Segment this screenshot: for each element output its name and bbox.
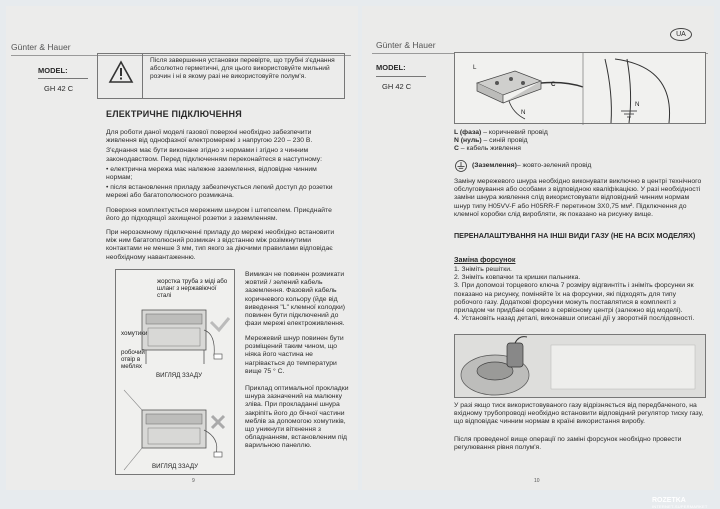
diagram-label-n2: N — [635, 101, 640, 108]
terminal-block-drawing — [455, 53, 707, 125]
injector-figure — [454, 334, 706, 398]
brand-name: Günter & Hauer — [376, 40, 436, 50]
ground-icon — [454, 160, 468, 172]
legend-item: N (нуль) – синій провід — [454, 137, 528, 145]
step-item: 3. При допомозі торцевого ключа 7 розміру відгвинтіть і зніміть форсунки як показано на рисунку, поміняйте їх на форсунки, які підходять для типу робочого газу. Додаткові форсунки можуть поставлятися в комплекті з приладом чи придбані окремо в сервісному центрі (залежно від моделі). — [454, 282, 694, 315]
flame-adjust-text: Після проведеної вище операції по заміні форсунок необхідно провести регулювання рівня полум'я. — [454, 436, 682, 452]
section-heading: ЕЛЕКТРИЧНЕ ПІДКЛЮЧЕННЯ — [106, 109, 242, 119]
side-text-2: Мережевий шнур повинен бути розміщений таким чином, що ніяка його частина не нагрівається до температури вище 75 ° С. — [245, 335, 344, 375]
paragraph: • електрична мережа має належне заземлення, відповідне чинним нормам; — [106, 165, 317, 182]
warning-divider — [142, 54, 143, 98]
steps-list — [454, 266, 704, 323]
diagram-label-n: N — [521, 109, 526, 116]
legend-item: С – кабель живлення — [454, 145, 521, 153]
rear-view-label-1: ВИГЛЯД ЗЗАДУ — [156, 372, 203, 379]
watermark-sub: INTERNET-SUPERMARKET — [652, 504, 708, 509]
ground-row — [454, 160, 704, 172]
watermark-name: ROZETKA — [652, 497, 686, 504]
wire-legend — [454, 129, 704, 154]
paragraph: При нерозємному підключенні приладу до мережі необхідно встановити між ним багатополюсний розмикач з відстанню між розімкнутими контактами не менше 3 мм, тип якого за діючими правилами відповідає необхідному навантаженню. — [106, 229, 335, 261]
warning-icon — [108, 60, 134, 84]
step-item: 4. Установіть назад деталі, виконавши описані дії у зворотній послідовності. — [454, 315, 695, 323]
model-label: MODEL: — [38, 66, 68, 75]
ground-value: – жовто-зелений провід — [516, 161, 592, 169]
language-badge: UA — [670, 28, 692, 41]
model-label: MODEL: — [376, 63, 406, 72]
cord-replacement-text: Заміну мережевого шнура необхідно виконувати виключно в центрі технічного обслуговування або особами з відповідною кваліфікацією. У разі необхідності заміни шнура живлення слід використовувати відповідний чинним нормам шнур типу H05VV-F або H05RR-F перетином 3Х0,75 мм². Підключення до клемної коробки слід виробляти, як показано на рисунку вище. — [454, 178, 702, 218]
paragraph: • після встановлення приладу забезпечується легкий доступ до розетки мережі або багатополюсного розмикача. — [106, 184, 333, 200]
installation-figure — [115, 269, 235, 475]
step-item: 1. Зніміть решітки. — [454, 266, 512, 273]
rear-view-label-2: ВИГЛЯД ЗЗАДУ — [152, 463, 199, 470]
wiring-diagram — [454, 52, 706, 124]
page-number: 10 — [534, 478, 540, 484]
page-number: 9 — [192, 478, 195, 484]
hole-label: робочий отвір в меблях — [121, 349, 145, 370]
diagram-label-l: L — [473, 64, 477, 71]
paragraph: Для роботи даної моделі газової поверхні необхідно забезпечити живлення від однофазної електромережі з напругою 220 – 230 В. — [106, 129, 313, 145]
step-item: 2. Зніміть ковпачки та кришки пальника. — [454, 274, 581, 282]
rozetka-watermark — [652, 497, 708, 509]
ground-label: (Заземлення) — [472, 161, 517, 169]
body-text — [106, 129, 342, 264]
conversion-heading: ПЕРЕНАЛАШТУВАННЯ НА ІНШІ ВИДИ ГАЗУ (НЕ НА ВСІХ МОДЕЛЯХ) — [454, 231, 696, 240]
pipe-label: жорстка труба з міді або шланг з нержавіючої сталі — [157, 278, 228, 299]
diagram-label-c: C — [551, 81, 556, 88]
warning-text: Після завершення установки перевірте, що трубні з'єднання абсолютно герметичні, для цього використовуйте мильний розчин і ні в якому разі не використовуйте полум'я. — [150, 57, 335, 80]
model-value: GH 42 C — [382, 82, 412, 91]
model-value: GH 42 C — [44, 84, 74, 93]
side-text-1: Вимикач не повинен розмикати жовтий / зелений кабель заземлення. Фазовий кабель коричневого кольору (йде від виведення "L" клемної колодки) повинен бути підключений до фази мережі електроживлення. — [245, 271, 346, 328]
pressure-text: У разі якщо тиск використовуваного газу відрізняється від передбаченого, на вхідному трубопроводі необхідно встановити відповідний регулятор тиску газу, що відповідає чинним нормам в країні використання виробу. — [454, 402, 704, 426]
right-page — [362, 6, 714, 490]
legend-item: L (фаза) – коричневий провід — [454, 129, 548, 136]
warning-box — [97, 53, 345, 99]
injector-subheading: Заміна форсунок — [454, 255, 516, 264]
clamps-label: хомутики — [121, 330, 148, 337]
burner-illustration — [455, 335, 707, 399]
paragraph: З'єднання має бути виконане згідно з нормами і згідно з чинним законодавством. Перед підключенням переконайтеся в наступному: — [106, 147, 323, 163]
left-page — [6, 6, 358, 490]
brand-name: Günter & Hauer — [11, 42, 71, 52]
model-rule — [376, 76, 426, 77]
side-text-3: Приклад оптимальної прокладки шнура зазначений на малюнку зліва. При прокладанні шнура закріпіть його до бічної частини меблів за допомогою хомутиків, що уникнути віткнення з обладнанням, встановленим під варильною панеллю. — [245, 385, 349, 450]
model-rule — [38, 78, 88, 79]
paragraph: Поверхня комплектується мережним шнуром і штепселем. Приєднайте його до підходящої захищеної розетки з заземленням. — [106, 206, 332, 222]
